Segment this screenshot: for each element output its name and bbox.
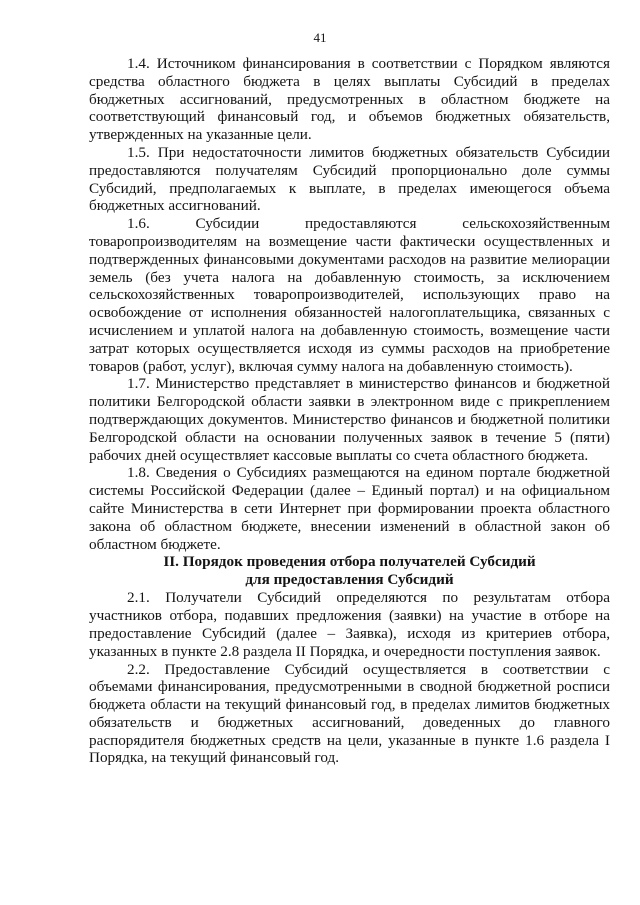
document-body <box>89 55 610 767</box>
paragraph-1-7: 1.7. Министерство представляет в министерство финансов и бюджетной политики Белгородской области заявки в электронном виде с прикреплением подтверждающих документов. Министерство финансов и бюджетной политики Белгородской области на основании полученных заявок в течение 5 (пяти) рабочих дней осуществляет кассовые выплаты со счета областного бюджета. <box>89 375 610 464</box>
paragraph-2-2: 2.2. Предоставление Субсидий осуществляется в соответствии с объемами финансирования, предусмотренными в сводной бюджетной росписи бюджета области на текущий финансовый год, в пределах лимитов бюджетных обязательств и бюджетных ассигнований, доведенных до главного распорядителя бюджетных средств на цели, указанные в пункте 1.6 раздела I Порядка, на текущий финансовый год. <box>89 660 610 767</box>
paragraph-2-1: 2.1. Получатели Субсидий определяются по результатам отбора участников отбора, подавших предложения (заявки) на участие в отборе на предоставление Субсидий (далее – Заявка), исходя из критериев отбора, указанных в пункте 2.8 раздела II Порядка, и очередности поступления заявок. <box>89 589 610 660</box>
page-number: 41 <box>313 30 327 45</box>
section-heading-line-1: II. Порядок проведения отбора получателей Субсидий <box>163 553 536 571</box>
paragraph-1-8: 1.8. Сведения о Субсидиях размещаются на едином портале бюджетной системы Российской Федерации (далее – Единый портал) и на официальном сайте Министерства в сети Интернет при формировании проекта областного закона об областном бюджете, внесении изменений в областной закон об областном бюджете. <box>89 464 610 553</box>
paragraph-1-5: 1.5. При недостаточности лимитов бюджетных обязательств Субсидии предоставляются получателям Субсидий пропорционально доле суммы Субсидий, предполагаемых к выплате, в пределах имеющегося объема бюджетных ассигнований. <box>89 143 610 215</box>
section-heading-line-2: для предоставления Субсидий <box>245 571 454 589</box>
paragraph-1-4: 1.4. Источником финансирования в соответствии с Порядком являются средства областного бюджета в целях выплаты Субсидий в пределах бюджетных ассигнований, предусмотренных в областном бюджете на соответствующий финансовый год, и объемов бюджетных обязательств, утвержденных на указанные цели. <box>89 55 610 144</box>
paragraph-1-6: 1.6. Субсидии предоставляются сельскохозяйственным товаропроизводителям на возмещение части фактически осуществленных и подтвержденных финансовыми документами расходов на развитие мелиорации земель (без учета налога на добавленную стоимость, за исключением сельскохозяйственных товаропроизводителей, использующих право на освобождение от исполнения обязанностей налогоплательщика, связанных с исчислением и уплатой налога на добавленную стоимость, возмещение части затрат которых осуществляется исходя из суммы расходов на приобретение товаров (работ, услуг), включая сумму налога на добавленную стоимость). <box>89 215 610 375</box>
section-heading <box>89 553 610 589</box>
